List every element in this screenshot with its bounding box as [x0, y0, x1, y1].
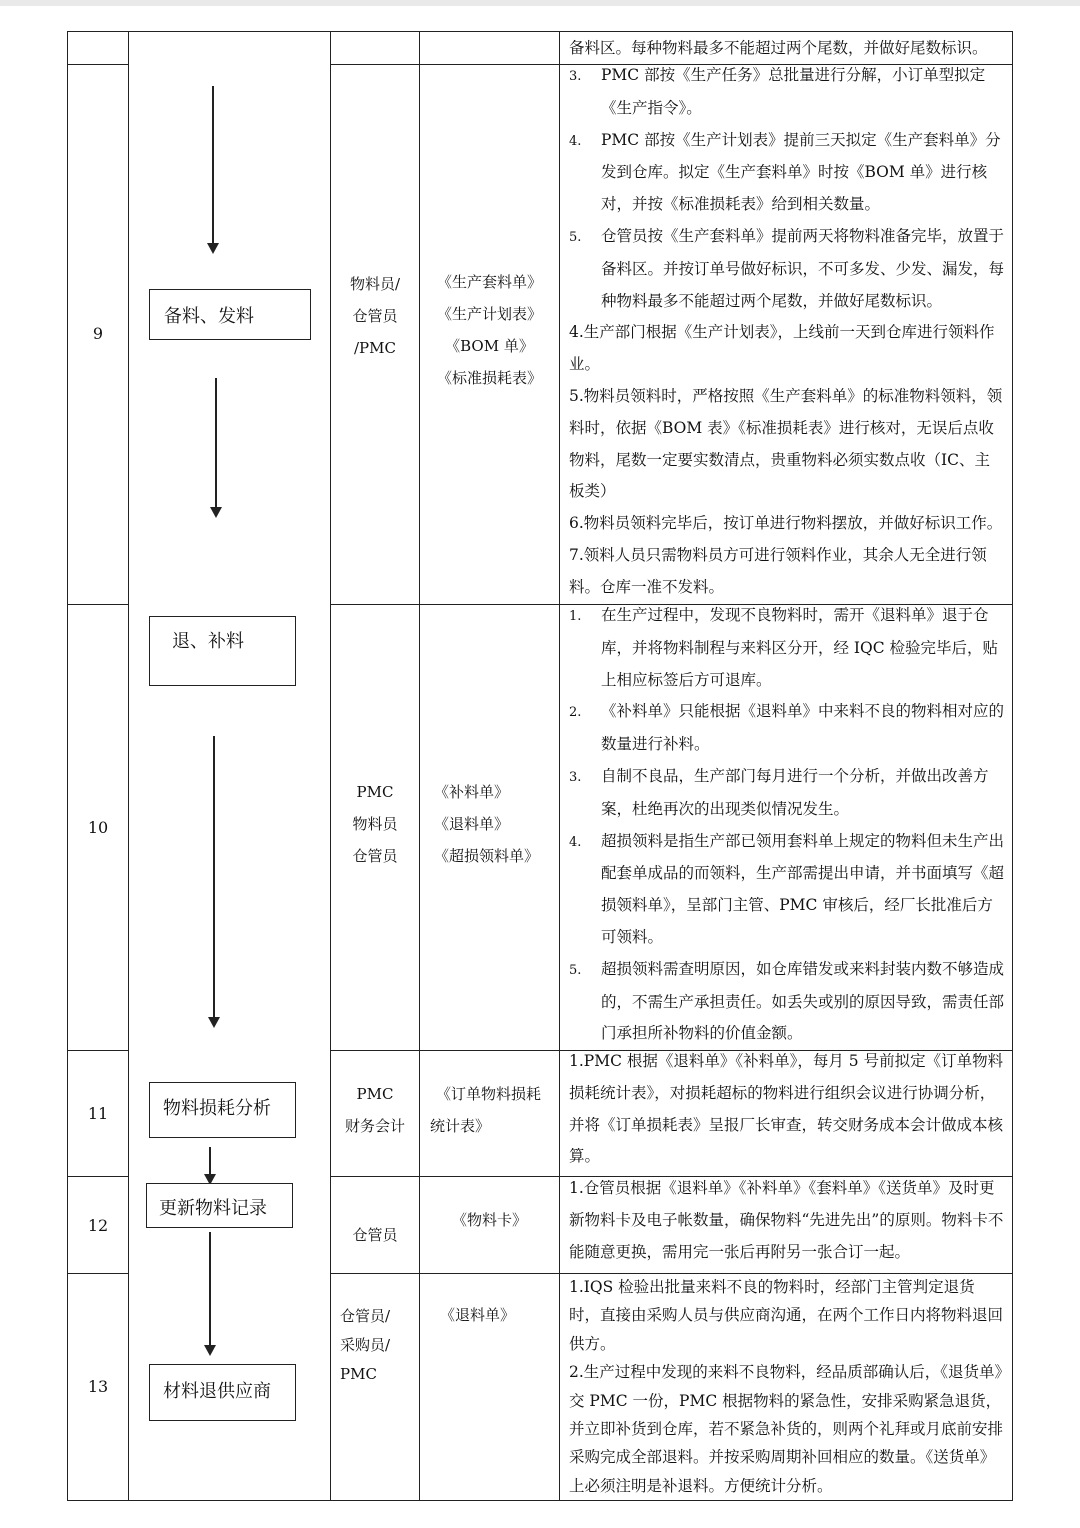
step-box-loss-analysis: 物料损耗分析 [149, 1082, 296, 1138]
role-text: PMC [340, 1365, 377, 1383]
role-text: /PMC [354, 339, 396, 357]
document-name: 《生产套料单》 [436, 273, 542, 291]
flow-arrow [213, 736, 215, 1026]
paragraph: 1.IQS 检验出批量来料不良的物料时，经部门主管判定退货时，直接由采购人员与供应商沟通，在两个工作日内将物料退回供方。 [569, 1278, 1004, 1353]
item-text: 在生产过程中，发现不良物料时，需开《退料单》退于仓库，并将物料制程与来料区分开，经 IQC 检验完毕后，贴上相应标签后方可退库。 [601, 606, 999, 689]
table-border-top [67, 31, 1013, 32]
document-name: 《退料单》 [434, 815, 510, 833]
row-9-description [569, 60, 1005, 604]
role-text: PMC [356, 783, 394, 801]
document-name: 《超损领料单》 [434, 847, 540, 865]
row-divider [67, 604, 129, 605]
table-divider [330, 31, 331, 1501]
row-divider [67, 64, 129, 65]
document-name: 《BOM 单》 [445, 337, 534, 355]
item-number: 3. [569, 769, 582, 785]
top-bar [0, 0, 1080, 6]
document-name: 《退料单》 [439, 1306, 515, 1324]
document-name: 《物料卡》 [451, 1211, 527, 1229]
flow-arrow [209, 1232, 211, 1354]
step-box-return-supplier: 材料退供应商 [149, 1364, 296, 1421]
numbered-item [569, 826, 1005, 954]
role-text: 仓管员 [352, 847, 398, 865]
row-divider [67, 1273, 129, 1274]
row-10-roles [331, 776, 419, 872]
role-text: 仓管员 [352, 307, 398, 325]
row-11-roles [331, 1078, 419, 1142]
role-text: 物料员 [352, 815, 398, 833]
step-box-return-replenish: 退、补料 [149, 616, 296, 686]
numbered-item [569, 600, 1005, 696]
table-divider [419, 31, 420, 1501]
document-name: 《生产计划表》 [436, 305, 542, 323]
numbered-item [569, 60, 1005, 125]
row-number: 13 [87, 1377, 109, 1396]
row-divider [67, 1050, 129, 1051]
row-12-description [569, 1173, 1005, 1268]
row-13-documents [420, 1304, 535, 1326]
row-11-documents [430, 1078, 558, 1142]
paragraph: 1.PMC 根据《退料单》《补料单》，每月 5 号前拟定《订单物料损耗统计表》，对损耗超标的物料进行组织会议进行协调分析，并将《订单损耗表》呈报厂长审查，转交财务成本会计做成本核算。 [569, 1052, 1004, 1166]
numbered-item [569, 696, 1005, 761]
item-text: 自制不良品，生产部门每月进行一个分析，并做出改善方案，杜绝再次的出现类似情况发生。 [601, 766, 989, 818]
item-number: 4. [569, 133, 582, 149]
step-box-update-record: 更新物料记录 [146, 1183, 293, 1228]
row-11-description [569, 1046, 1005, 1173]
item-text: 仓管员按《生产套料单》提前两天将物料准备完毕，放置于备料区。并按订单号做好标识，不可多发、少发、漏发，每种物料最多不能超过两个尾数，并做好尾数标识。 [601, 226, 1005, 310]
row-9-documents [420, 266, 559, 394]
row-number: 9 [92, 324, 104, 343]
role-text: 财务会计 [344, 1117, 405, 1135]
role-text: PMC [356, 1085, 394, 1103]
flow-arrow [215, 378, 217, 516]
item-number: 1. [569, 609, 582, 624]
table-divider [559, 31, 560, 1501]
numbered-item [569, 125, 1005, 221]
paragraph: 4.生产部门根据《生产计划表》，上线前一天到仓库进行领料作业。 [569, 323, 995, 374]
role-text: 仓管员 [352, 1226, 398, 1244]
item-number: 2. [569, 705, 582, 721]
row-divider [67, 1176, 129, 1177]
role-text: 物料员/ [349, 275, 401, 293]
item-number: 4. [569, 834, 582, 850]
flow-arrow [209, 1147, 211, 1183]
row-10-description [569, 600, 1005, 1050]
row-12-documents [420, 1209, 559, 1231]
table-border-right [1012, 31, 1013, 1501]
role-text: 采购员/ [340, 1336, 391, 1354]
item-number: 5. [569, 229, 582, 245]
document-name: 《订单物料损耗 [436, 1085, 542, 1103]
table-border-left [67, 31, 68, 1501]
row-number: 10 [87, 818, 109, 837]
item-number: 5. [569, 962, 582, 978]
item-number: 3. [569, 69, 582, 84]
flow-arrow [212, 86, 214, 252]
row-number: 12 [87, 1216, 109, 1235]
numbered-item [569, 221, 1005, 317]
document-name: 《标准损耗表》 [436, 369, 542, 387]
paragraph: 6.物料员领料完毕后，按订单进行物料摆放，并做好标识工作。 [569, 514, 1003, 533]
step-box-prepare-issue: 备料、发料 [149, 289, 311, 340]
row-13-description [569, 1273, 1005, 1500]
numbered-item [569, 954, 1005, 1050]
item-text: 《补料单》只能根据《退料单》中来料不良的物料相对应的数量进行补料。 [601, 702, 1005, 754]
paragraph: 1.仓管员根据《退料单》《补料单》《套料单》《送货单》及时更新物料卡及电子帐数量，确保物料“先进先出”的原则。物料卡不能随意更换，需用完一张后再附另一张合订一起。 [569, 1179, 1004, 1261]
item-text: PMC 部按《生产任务》总批量进行分解，小订单型拟定《生产指令》。 [601, 66, 986, 117]
item-text: PMC 部按《生产计划表》提前三天拟定《生产套料单》分发到仓库。拟定《生产套料单》时按《BOM 单》进行核对，并按《标准损耗表》给到相关数量。 [601, 130, 1001, 214]
description-text: 备料区。每种物料最多不能超过两个尾数，并做好尾数标识。 [569, 39, 988, 57]
item-text: 超损领料是指生产部已领用套料单上规定的物料但未生产出配套单成品的而领料，生产部需提出申请，并书面填写《超损领料单》，呈部门主管、PMC 审核后，经厂长批准后方可领料。 [601, 831, 1005, 946]
table-divider [128, 31, 129, 1501]
row-number: 11 [87, 1104, 109, 1123]
numbered-item [569, 761, 1005, 826]
row-9-roles [331, 268, 419, 364]
item-text: 超损领料需查明原因，如仓库错发或来料封装内数不够造成的，不需生产承担责任。如丢失或别的原因导致，需责任部门承担所补物料的价值金额。 [601, 959, 1005, 1043]
paragraph: 7.领料人员只需物料员方可进行领料作业，其余人无全进行领料。仓库一准不发料。 [569, 545, 987, 596]
document-name: 统计表》 [430, 1117, 491, 1135]
row-13-roles [340, 1302, 418, 1389]
row-10-documents [434, 776, 558, 872]
document-name: 《补料单》 [434, 783, 510, 801]
role-text: 仓管员/ [340, 1307, 391, 1325]
paragraph: 2.生产过程中发现的来料不良物料，经品质部确认后，《退货单》交 PMC 一份，PMC 根据物料的紧急性，安排采购紧急退货，并立即补货到仓库，若不紧急补货的，则两个礼拜或月底前安排采购完成全部退料。并按采购周期补回相应的数量。《送货单》上必须注明是补退料。方便统计分析。 [569, 1363, 1004, 1495]
paragraph: 5.物料员领料时，严格按照《生产套料单》的标准物料领料，领料时，依据《BOM 表》《标准损耗表》进行核对，无误后点收物料，尾数一定要实数清点，贵重物料必须实数点收（IC、主板类） [569, 386, 1003, 501]
row-12-roles [331, 1224, 419, 1246]
